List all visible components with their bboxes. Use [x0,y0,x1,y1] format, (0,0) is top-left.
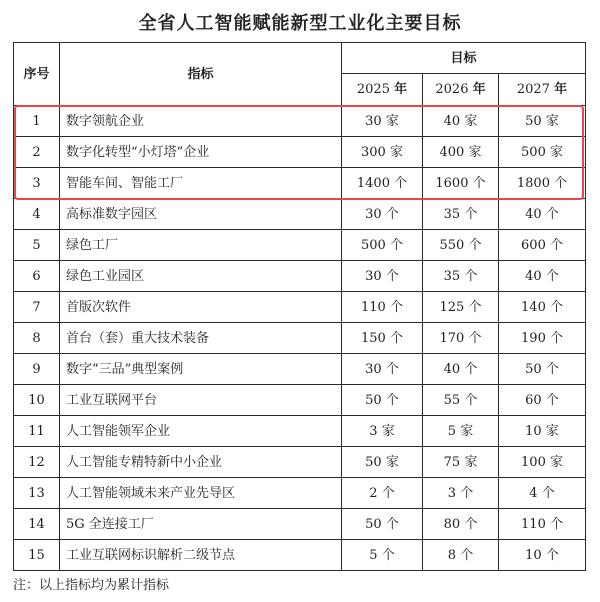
header-indicator: 指标 [60,43,342,106]
row-indicator: 绿色工厂 [60,230,342,261]
row-value-2027: 1800 个 [499,168,586,199]
row-indicator: 智能车间、智能工厂 [60,168,342,199]
row-no: 7 [14,292,60,323]
row-no: 2 [14,137,60,168]
row-indicator: 人工智能领军企业 [60,416,342,447]
row-value-2026: 80 个 [423,509,499,540]
header-year-2027: 2027 年 [499,74,586,106]
row-no: 4 [14,199,60,230]
row-value-2025: 5 个 [342,540,423,571]
row-indicator: 人工智能专精特新中小企业 [60,447,342,478]
row-value-2027: 110 个 [499,509,586,540]
table-row [14,323,586,354]
row-no: 1 [14,106,60,137]
row-value-2025: 30 家 [342,106,423,137]
row-value-2026: 3 个 [423,478,499,509]
row-indicator: 数字“三品”典型案例 [60,354,342,385]
row-indicator: 首版次软件 [60,292,342,323]
row-value-2026: 55 个 [423,385,499,416]
row-value-2025: 50 个 [342,385,423,416]
row-indicator: 工业互联网平台 [60,385,342,416]
row-value-2025: 110 个 [342,292,423,323]
row-no: 12 [14,447,60,478]
row-value-2025: 30 个 [342,261,423,292]
row-value-2027: 50 个 [499,354,586,385]
row-no: 15 [14,540,60,571]
row-value-2026: 40 个 [423,354,499,385]
row-no: 8 [14,323,60,354]
table-row [14,199,586,230]
row-no: 11 [14,416,60,447]
table-row [14,540,586,571]
row-value-2027: 4 个 [499,478,586,509]
row-indicator: 工业互联网标识解析二级节点 [60,540,342,571]
row-indicator: 人工智能领域未来产业先导区 [60,478,342,509]
row-value-2025: 500 个 [342,230,423,261]
row-value-2027: 50 家 [499,106,586,137]
header-target: 目标 [342,43,586,74]
row-value-2026: 35 个 [423,199,499,230]
table-row [14,447,586,478]
row-indicator: 高标准数字园区 [60,199,342,230]
row-value-2026: 1600 个 [423,168,499,199]
row-value-2027: 600 个 [499,230,586,261]
row-value-2025: 2 个 [342,478,423,509]
table-row [14,230,586,261]
table-row [14,106,586,137]
row-value-2027: 140 个 [499,292,586,323]
row-value-2026: 400 家 [423,137,499,168]
table-row [14,416,586,447]
row-value-2027: 190 个 [499,323,586,354]
table-row [14,292,586,323]
header-year-2025: 2025 年 [342,74,423,106]
table-row [14,137,586,168]
row-value-2025: 300 家 [342,137,423,168]
row-indicator: 首台（套）重大技术装备 [60,323,342,354]
header-year-2026: 2026 年 [423,74,499,106]
row-no: 5 [14,230,60,261]
row-value-2027: 40 个 [499,261,586,292]
row-indicator: 数字领航企业 [60,106,342,137]
row-value-2025: 30 个 [342,199,423,230]
row-no: 14 [14,509,60,540]
table-row [14,168,586,199]
row-value-2026: 35 个 [423,261,499,292]
table-body [14,106,586,571]
table-row [14,261,586,292]
row-value-2025: 50 个 [342,509,423,540]
row-value-2027: 100 家 [499,447,586,478]
row-value-2025: 1400 个 [342,168,423,199]
table-row [14,354,586,385]
row-value-2027: 60 个 [499,385,586,416]
row-no: 13 [14,478,60,509]
row-value-2025: 30 个 [342,354,423,385]
row-value-2026: 40 家 [423,106,499,137]
row-no: 3 [14,168,60,199]
row-indicator: 数字化转型“小灯塔”企业 [60,137,342,168]
row-indicator: 绿色工业园区 [60,261,342,292]
table-header [14,43,586,106]
row-value-2026: 5 家 [423,416,499,447]
page-title: 全省人工智能赋能新型工业化主要目标 [138,13,462,34]
header-no: 序号 [14,43,60,106]
row-value-2026: 170 个 [423,323,499,354]
row-value-2026: 550 个 [423,230,499,261]
row-value-2026: 75 家 [423,447,499,478]
row-value-2025: 50 家 [342,447,423,478]
row-no: 10 [14,385,60,416]
row-value-2026: 8 个 [423,540,499,571]
table-row [14,385,586,416]
row-value-2027: 40 个 [499,199,586,230]
row-indicator: 5G 全连接工厂 [60,509,342,540]
row-value-2025: 3 家 [342,416,423,447]
table-row [14,509,586,540]
row-no: 9 [14,354,60,385]
row-value-2027: 10 个 [499,540,586,571]
footnote: 注：以上指标均为累计指标 [13,578,170,593]
row-value-2027: 500 家 [499,137,586,168]
row-value-2025: 150 个 [342,323,423,354]
table-row [14,478,586,509]
targets-table [13,42,586,571]
row-value-2027: 10 家 [499,416,586,447]
row-no: 6 [14,261,60,292]
row-value-2026: 125 个 [423,292,499,323]
